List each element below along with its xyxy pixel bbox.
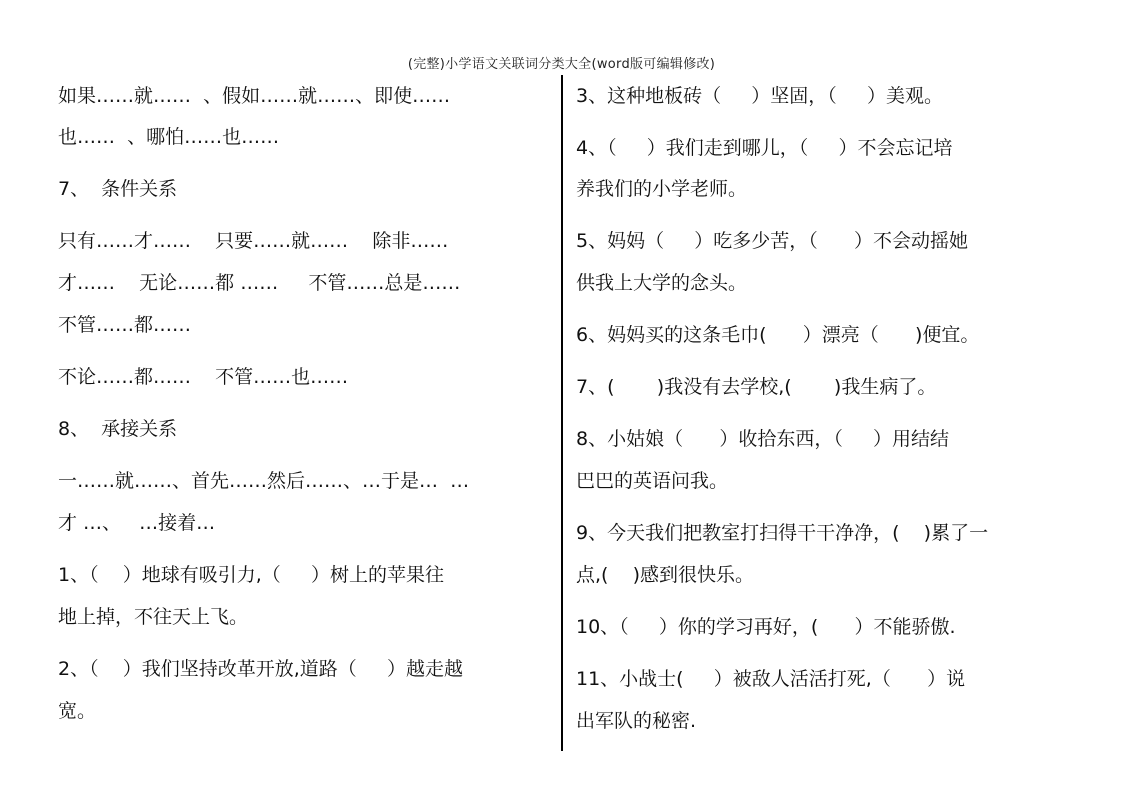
document-header: (完整)小学语文关联词分类大全(word版可编辑修改) — [407, 57, 716, 72]
exercise-line: 9、今天我们把教室打扫得干干净净，( )累了一 — [576, 522, 989, 544]
exercise-line: 5、妈妈（ ）吃多少苦，（ ）不会动摇她 — [576, 230, 969, 252]
text-line: 不管……都…… — [58, 314, 192, 336]
exercise-line: 地上掉，不往天上飞。 — [58, 606, 249, 628]
exercise-line: 巴巴的英语问我。 — [576, 470, 729, 492]
exercise-line: 供我上大学的念头。 — [576, 272, 748, 294]
exercise-line: 6、妈妈买的这条毛巾( ）漂亮（ )便宜。 — [576, 324, 980, 346]
exercise-line: 7、( )我没有去学校,( )我生病了。 — [576, 376, 937, 398]
text-line: 也…… 、哪怕……也…… — [58, 126, 280, 148]
exercise-line: 10、（ ）你的学习再好，( ）不能骄傲. — [576, 616, 956, 638]
exercise-line: 宽。 — [58, 700, 97, 722]
exercise-line: 养我们的小学老师。 — [576, 178, 748, 200]
exercise-line: 3、这种地板砖（ ）坚固，（ ）美观。 — [576, 85, 943, 107]
text-line: 如果……就…… 、假如……就……、即使…… — [58, 85, 451, 107]
exercise-line: 2、（ ）我们坚持改革开放,道路（ ）越走越 — [58, 658, 463, 680]
exercise-line: 点,( )感到很快乐。 — [576, 564, 755, 586]
exercise-line: 11、小战士( ）被敌人活活打死,（ ）说 — [576, 668, 966, 690]
text-line: 才…… 无论……都 …… 不管……总是…… — [58, 272, 461, 294]
exercise-line: 8、小姑娘（ ）收拾东西，（ ）用结结 — [576, 428, 950, 450]
exercise-line: 出军队的秘密. — [576, 710, 697, 732]
text-line: 只有……才…… 只要……就…… 除非…… — [58, 230, 449, 252]
section-heading: 8、 承接关系 — [58, 418, 178, 440]
text-line: 才 …、 …接着… — [58, 512, 216, 534]
column-divider — [561, 75, 563, 751]
exercise-line: 4、（ ）我们走到哪儿，（ ）不会忘记培 — [576, 137, 953, 159]
section-heading: 7、 条件关系 — [58, 178, 178, 200]
text-line: 一……就……、首先……然后……、…于是… … — [58, 470, 470, 492]
text-line: 不论……都…… 不管……也…… — [58, 366, 349, 388]
exercise-line: 1、（ ）地球有吸引力,（ ）树上的苹果往 — [58, 564, 444, 586]
